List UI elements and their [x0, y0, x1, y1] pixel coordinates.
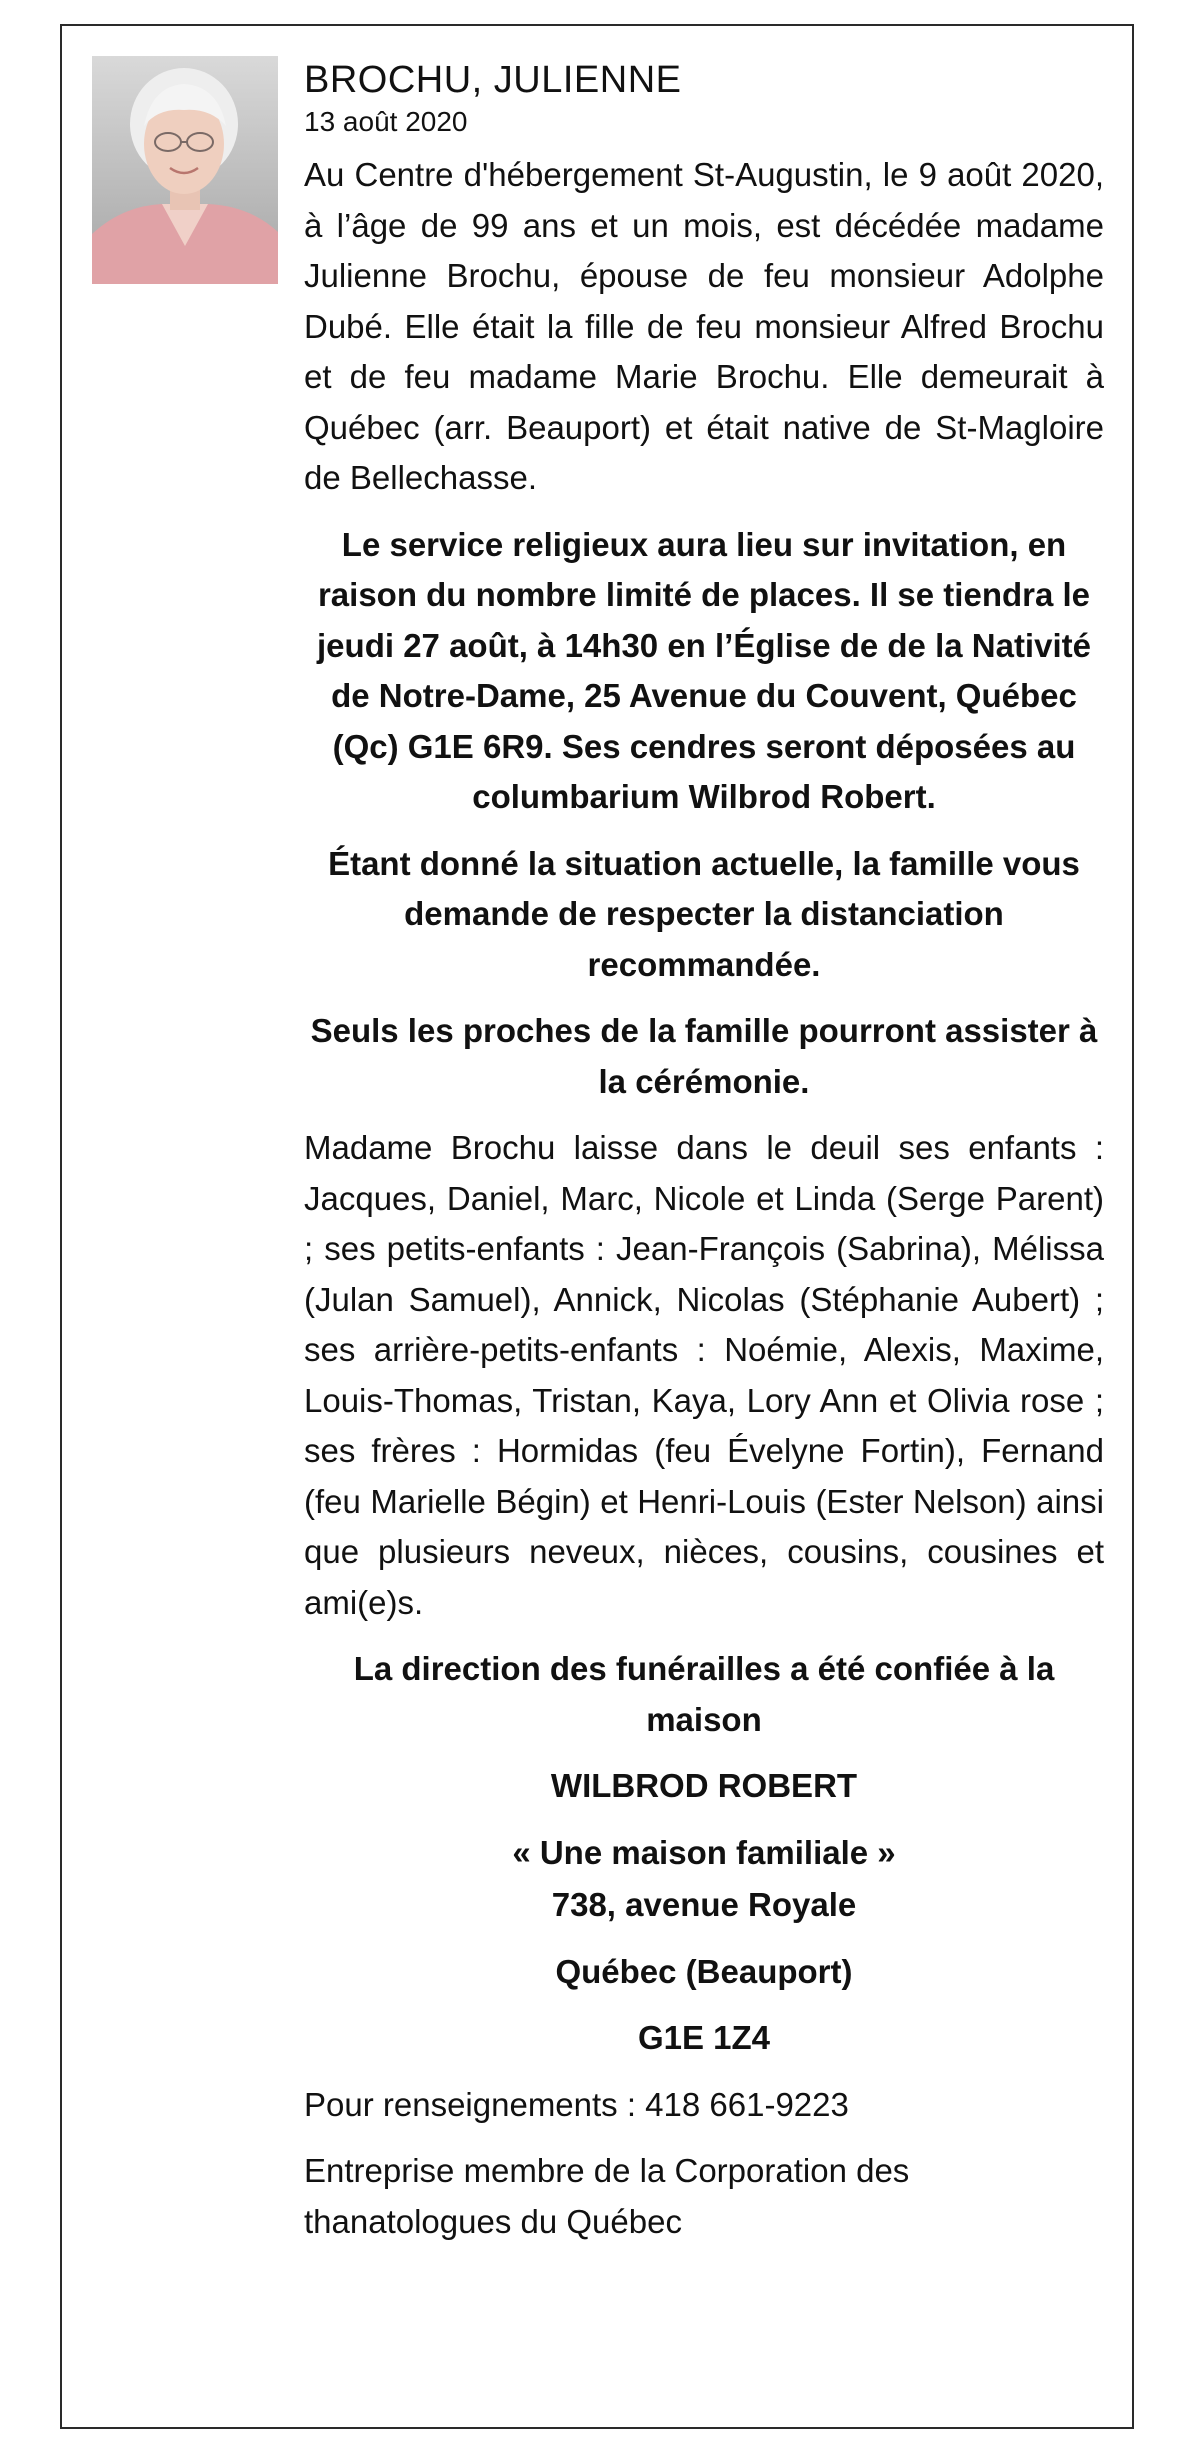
notice-text-column — [304, 56, 1104, 2263]
funeral-home-slogan: « Une maison familiale » — [512, 1833, 896, 1871]
distancing-notice: Étant donné la situation actuelle, la famille vous demande de respecter la distanciation recommandée. — [328, 844, 1080, 983]
publication-date: 13 août 2020 — [304, 106, 468, 137]
portrait-photo — [92, 56, 278, 284]
service-details: Le service religieux aura lieu sur invitation, en raison du nombre limité de places. Il se tiendra le jeudi 27 août, à 14h30 en l’Église de de la Nativité de Notre-Dame, 25 Avenue du Couvent, Québec (Qc) G1E 6R9. Ses cendres seront déposées au columbarium Wilbrod Robert. — [317, 525, 1091, 815]
obituary-notice — [60, 24, 1134, 2429]
survivors-paragraph: Madame Brochu laisse dans le deuil ses enfants : Jacques, Daniel, Marc, Nicole et Linda (Serge Parent) ; ses petits-enfants : Jean-François (Sabrina), Mélissa (Julan Samuel), Annick, Nicolas (Stéphanie Aubert) ; ses arrière-petits-enfants : Noémie, Alexis, Maxime, Louis-Thomas, Tristan, Kaya, Lory Ann et Olivia rose ; ses frères : Hormidas (feu Évelyne Fortin), Fernand (feu Marielle Bégin) et Henri-Louis (Ester Nelson) ainsi que plusieurs neveux, nièces, cousins, cousines et ami(e)s. — [304, 1129, 1104, 1621]
funeral-home-city: Québec (Beauport) — [555, 1952, 853, 1990]
family-only-notice: Seuls les proches de la famille pourront assister à la cérémonie. — [310, 1012, 1098, 1100]
deceased-name: BROCHU, JULIENNE — [304, 59, 682, 101]
death-announcement: Au Centre d'hébergement St-Augustin, le 9 août 2020, à l’âge de 99 ans et un mois, est décédée madame Julienne Brochu, épouse de feu monsieur Adolphe Dubé. Elle était la fille de feu monsieur Alfred Brochu et de feu madame Marie Brochu. Elle demeurait à Québec (arr. Beauport) et était native de St-Magloire de Bellechasse. — [304, 156, 1104, 496]
info-phone: Pour renseignements : 418 661-9223 — [304, 2085, 849, 2123]
funeral-home-postal-code: G1E 1Z4 — [637, 2019, 771, 2056]
funeral-home-name: WILBROD ROBERT — [550, 1767, 858, 1804]
corporation-membership: Entreprise membre de la Corporation des thanatologues du Québec — [304, 2152, 910, 2240]
funeral-direction: La direction des funérailles a été confiée à la maison — [353, 1650, 1055, 1738]
funeral-home-street: 738, avenue Royale — [551, 1886, 857, 1923]
